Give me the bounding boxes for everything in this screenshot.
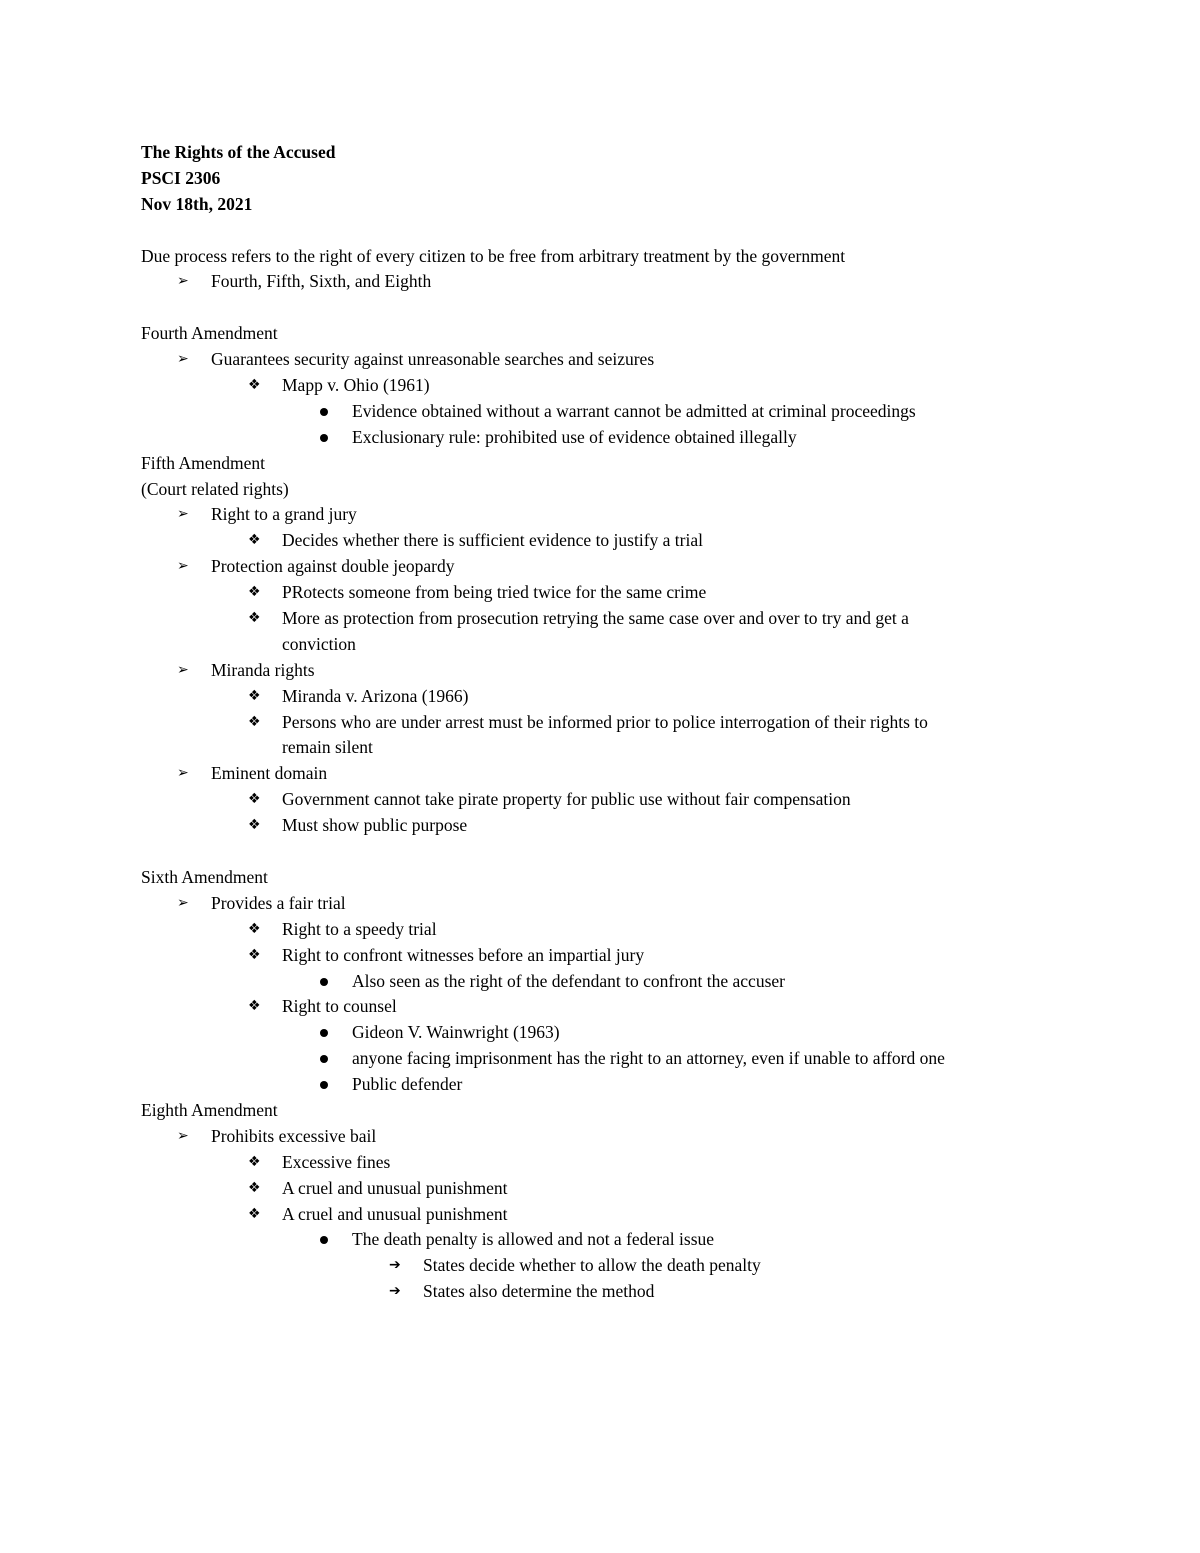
section-heading-eighth: Eighth Amendment: [141, 1099, 278, 1120]
diamond-bullet-icon: ❖: [248, 1153, 261, 1170]
list-item: [141, 1072, 1081, 1098]
list-item: [141, 554, 1081, 580]
list-item: [141, 891, 1081, 917]
list-item: [141, 1046, 1081, 1072]
list-item: [141, 502, 1081, 528]
list-item-text: Protection against double jeopardy: [211, 556, 455, 577]
diamond-bullet-icon: ❖: [248, 1205, 261, 1222]
diamond-bullet-icon: ❖: [248, 713, 261, 730]
list-item: [141, 658, 1081, 684]
list-item-text: Miranda v. Arizona (1966): [282, 685, 469, 706]
arrowhead-bullet-icon: ➢: [177, 661, 189, 678]
list-item: [141, 969, 1081, 995]
course-code: PSCI 2306: [141, 167, 221, 188]
dot-bullet-icon: [320, 408, 328, 416]
list-item-text: Fourth, Fifth, Sixth, and Eighth: [211, 271, 432, 292]
dot-bullet-icon: [320, 434, 328, 442]
list-item: [141, 1227, 1081, 1253]
list-item-text: The death penalty is allowed and not a federal issue: [352, 1229, 715, 1250]
list-item-text: Prohibits excessive bail: [211, 1125, 377, 1146]
list-item: [141, 606, 1081, 632]
diamond-bullet-icon: ❖: [248, 584, 261, 601]
list-item-text: Must show public purpose: [282, 815, 468, 836]
list-item: [141, 1176, 1081, 1202]
diamond-bullet-icon: ❖: [248, 1179, 261, 1196]
list-item: [141, 787, 1081, 813]
list-item-text: Right to confront witnesses before an impartial jury: [282, 944, 645, 965]
list-item: [141, 1124, 1081, 1150]
dot-bullet-icon: [320, 1081, 328, 1089]
arrowhead-bullet-icon: ➢: [177, 506, 189, 523]
list-item-text: Right to a speedy trial: [282, 918, 437, 939]
list-item: [141, 399, 1081, 425]
list-item-text: Excessive fines: [282, 1151, 391, 1172]
list-item: [141, 425, 1081, 451]
diamond-bullet-icon: ❖: [248, 687, 261, 704]
arrowhead-bullet-icon: ➢: [177, 273, 189, 290]
list-item-text: Exclusionary rule: prohibited use of evidence obtained illegally: [352, 426, 797, 447]
diamond-bullet-icon: ❖: [248, 817, 261, 834]
list-item: [141, 994, 1081, 1020]
list-item-continuation: remain silent: [282, 737, 373, 758]
list-item: [141, 761, 1081, 787]
document-date: Nov 18th, 2021: [141, 193, 253, 214]
list-item: [141, 528, 1081, 554]
section-heading-sixth: Sixth Amendment: [141, 866, 268, 887]
arrowhead-bullet-icon: ➢: [177, 894, 189, 911]
list-item: [141, 1202, 1081, 1228]
list-item-text: States decide whether to allow the death penalty: [423, 1255, 761, 1276]
list-item-text: Also seen as the right of the defendant to confront the accuser: [352, 970, 785, 991]
list-item: [141, 1150, 1081, 1176]
arrowhead-bullet-icon: ➢: [177, 765, 189, 782]
section-heading-fifth: Fifth Amendment: [141, 452, 265, 473]
list-item: [141, 347, 1081, 373]
list-item-text: Guarantees security against unreasonable searches and seizures: [211, 349, 655, 370]
diamond-bullet-icon: ❖: [248, 377, 261, 394]
document-title: The Rights of the Accused: [141, 142, 336, 162]
list-item-text: Provides a fair trial: [211, 892, 346, 913]
list-item-text: PRotects someone from being tried twice for the same crime: [282, 582, 707, 603]
list-item-continuation: conviction: [282, 633, 356, 654]
list-item: [141, 917, 1081, 943]
arrow-bullet-icon: ➔: [389, 1283, 401, 1300]
list-item-text: anyone facing imprisonment has the right to an attorney, even if unable to afford one: [352, 1048, 945, 1069]
arrowhead-bullet-icon: ➢: [177, 1127, 189, 1144]
list-item-text: A cruel and unusual punishment: [282, 1177, 508, 1198]
list-item-text: Government cannot take pirate property for public use without fair compensation: [282, 789, 851, 810]
intro-text: Due process refers to the right of every citizen to be free from arbitrary treatment by the government: [141, 245, 846, 266]
list-item-text: More as protection from prosecution retrying the same case over and over to try and get a: [282, 608, 909, 629]
spacer: [141, 839, 1081, 865]
spacer: [141, 218, 1081, 244]
list-item: [141, 710, 1081, 736]
list-item-text: Right to counsel: [282, 996, 397, 1017]
document-page: [141, 140, 1081, 1305]
list-item: [141, 813, 1081, 839]
section-heading-fourth: Fourth Amendment: [141, 323, 278, 344]
diamond-bullet-icon: ❖: [248, 946, 261, 963]
diamond-bullet-icon: ❖: [248, 791, 261, 808]
arrowhead-bullet-icon: ➢: [177, 558, 189, 575]
diamond-bullet-icon: ❖: [248, 920, 261, 937]
diamond-bullet-icon: ❖: [248, 532, 261, 549]
dot-bullet-icon: [320, 1236, 328, 1244]
list-item: [141, 1253, 1081, 1279]
list-item-text: States also determine the method: [423, 1281, 655, 1302]
list-item: [141, 373, 1081, 399]
list-item-text: Right to a grand jury: [211, 504, 357, 525]
list-item: [141, 269, 1081, 295]
dot-bullet-icon: [320, 1055, 328, 1063]
section-subheading: (Court related rights): [141, 478, 289, 499]
list-item: [141, 684, 1081, 710]
list-item: [141, 943, 1081, 969]
list-item-text: A cruel and unusual punishment: [282, 1203, 508, 1224]
list-item: [141, 580, 1081, 606]
arrowhead-bullet-icon: ➢: [177, 351, 189, 368]
diamond-bullet-icon: ❖: [248, 998, 261, 1015]
dot-bullet-icon: [320, 978, 328, 986]
arrow-bullet-icon: ➔: [389, 1257, 401, 1274]
list-item-text: Mapp v. Ohio (1961): [282, 375, 430, 396]
list-item: [141, 1279, 1081, 1305]
list-item-text: Miranda rights: [211, 659, 315, 680]
list-item: [141, 1020, 1081, 1046]
dot-bullet-icon: [320, 1029, 328, 1037]
list-item-text: Evidence obtained without a warrant cannot be admitted at criminal proceedings: [352, 400, 916, 421]
list-item-text: Eminent domain: [211, 763, 328, 784]
diamond-bullet-icon: ❖: [248, 610, 261, 627]
spacer: [141, 295, 1081, 321]
list-item-text: Public defender: [352, 1074, 463, 1095]
list-item-text: Decides whether there is sufficient evidence to justify a trial: [282, 530, 703, 551]
list-item-text: Gideon V. Wainwright (1963): [352, 1022, 560, 1043]
list-item-text: Persons who are under arrest must be informed prior to police interrogation of their rights to: [282, 711, 928, 732]
